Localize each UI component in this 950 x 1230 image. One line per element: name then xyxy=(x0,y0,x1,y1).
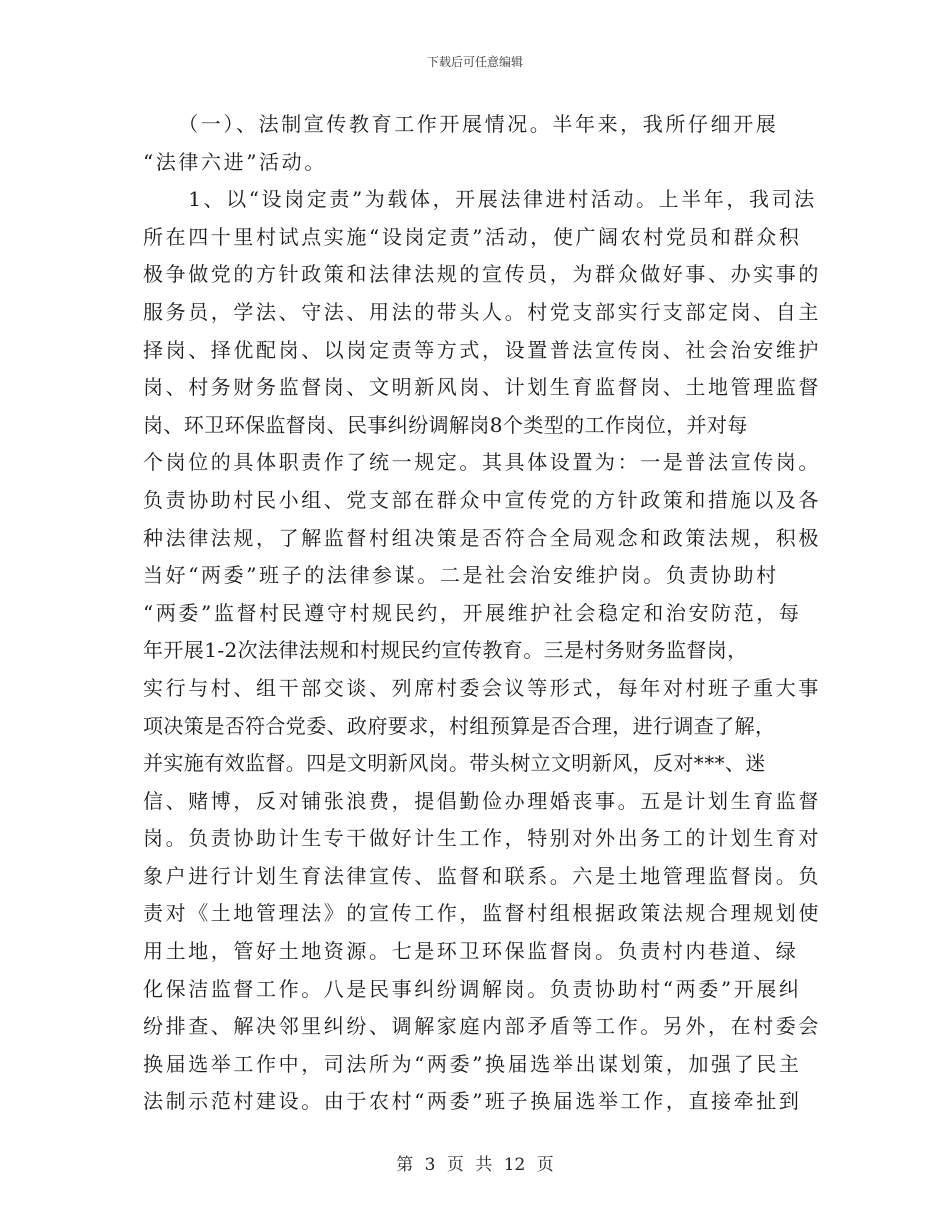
page-header: 下载后可任意编辑 xyxy=(426,55,523,69)
page-number-footer: 第 3 页 共 12 页 xyxy=(396,1155,554,1175)
text-line: 1、以“设岗定责”为载体，开展法律进村活动。上半年，我司法 xyxy=(143,187,817,212)
text-line: 种法律法规，了解监督村组决策是否符合全局观念和政策法规，积极 xyxy=(143,525,821,550)
text-line: 当好“两委”班子的法律参谋。二是社会治安维护岗。负责协助村 xyxy=(143,563,779,588)
text-line: 法制示范村建设。由于农村“两委”班子换届选举工作，直接牵扯到 xyxy=(143,1089,802,1114)
text-line: （一）、法制宣传教育工作开展情况。半年来，我所仔细开展 xyxy=(143,112,779,136)
text-line: 并实施有效监督。四是文明新风岗。带头树立文明新风，反对***、迷 xyxy=(143,751,766,776)
text-line: 个岗位的具体职责作了统一规定。其具体设置为：一是普法宣传岗。 xyxy=(143,450,821,475)
text-line: 纷排查、解决邻里纠纷、调解家庭内部矛盾等工作。另外，在村委会 xyxy=(143,1014,821,1039)
text-line: 负责协助村民小组、党支部在群众中宣传党的方针政策和措施以及各 xyxy=(143,487,821,512)
text-line: 岗、村务财务监督岗、文明新风岗、计划生育监督岗、土地管理监督 xyxy=(143,375,821,400)
text-line: 用土地，管好土地资源。七是环卫环保监督岗。负责村内巷道、绿 xyxy=(143,939,799,964)
text-line: 岗。负责协助计生专干做好计生工作，特别对外出务工的计划生育对 xyxy=(143,826,821,851)
text-line: 换届选举工作中，司法所为“两委”换届选举出谋划策，加强了民主 xyxy=(143,1051,802,1076)
text-line: 象户进行计划生育法律宣传、监督和联系。六是土地管理监督岗。负 xyxy=(143,863,821,888)
text-line: 实行与村、组干部交谈、列席村委会议等形式，每年对村班子重大事 xyxy=(143,675,821,700)
text-line: 服务员，学法、守法、用法的带头人。村党支部实行支部定岗、自主 xyxy=(143,299,821,324)
text-line: 化保洁监督工作。八是民事纠纷调解岗。负责协助村“两委”开展纠 xyxy=(143,976,802,1001)
text-line: “法律六进”活动。 xyxy=(143,149,327,174)
text-line: “两委”监督村民遵守村规民约，开展维护社会稳定和治安防范，每 xyxy=(143,600,802,625)
text-line: 岗、环卫环保监督岗、民事纠纷调解岗8个类型的工作岗位，并对每 xyxy=(143,412,748,437)
text-line: 信、赌博，反对铺张浪费，提倡勤俭办理婚丧事。五是计划生育监督 xyxy=(143,788,821,813)
text-line: 所在四十里村试点实施“设岗定责”活动，使广阔农村党员和群众积 xyxy=(143,224,802,249)
text-line: 责对《土地管理法》的宣传工作，监督村组根据政策法规合理规划使 xyxy=(143,901,821,926)
document-body xyxy=(143,106,821,1121)
text-line: 项决策是否符合党委、政府要求，村组预算是否合理，进行调查了解， xyxy=(143,713,776,738)
text-line: 择岗、择优配岗、以岗定责等方式，设置普法宣传岗、社会治安维护 xyxy=(143,337,821,362)
text-line: 极争做党的方针政策和法律法规的宣传员，为群众做好事、办实事的 xyxy=(143,262,821,287)
text-line: 年开展1-2次法律法规和村规民约宣传教育。三是村务财务监督岗， xyxy=(143,638,748,663)
